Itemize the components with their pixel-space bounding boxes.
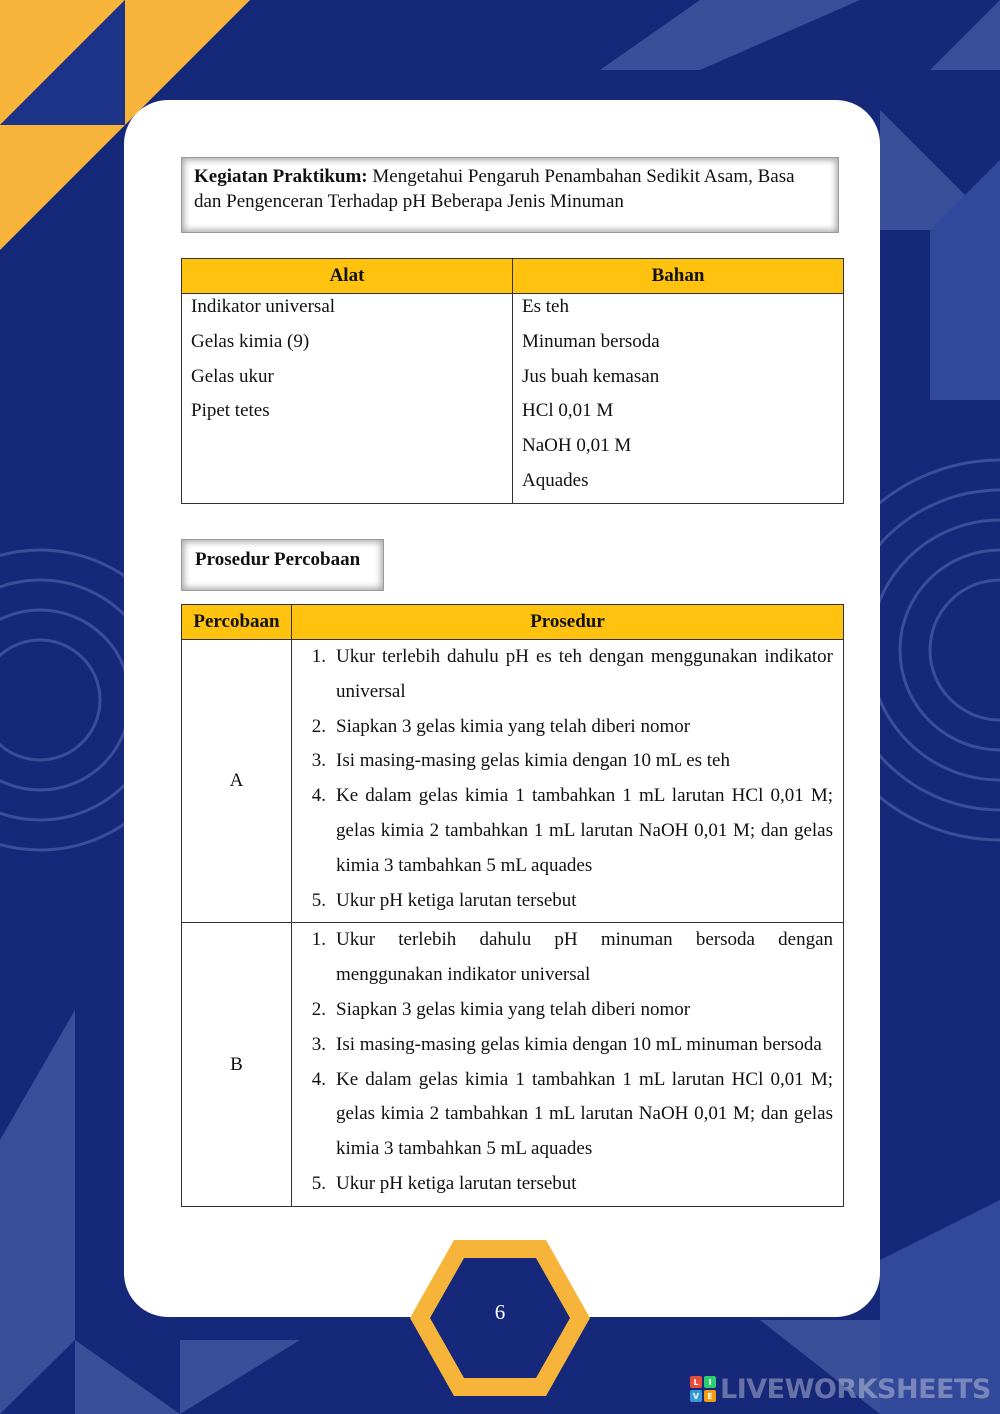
step-text: Isi masing-masing gelas kimia dengan 10 mL minuman bersoda [336, 1033, 822, 1055]
list-item [292, 710, 833, 745]
page-number: 6 [494, 1300, 506, 1324]
list-item [292, 744, 833, 779]
step-number: 4. [311, 1068, 326, 1090]
procedure-table [181, 604, 844, 1207]
bahan-item: Minuman bersoda [522, 330, 660, 352]
header-alat: Alat [182, 259, 513, 294]
step-number: 4. [311, 785, 326, 807]
header-prosedur: Prosedur [292, 605, 844, 640]
alat-column [182, 294, 513, 504]
list-item [292, 884, 833, 919]
alat-item: Pipet tetes [191, 400, 270, 422]
section-title-box [181, 539, 384, 591]
step-text: Ukur pH ketiga larutan tersebut [336, 889, 577, 911]
step-number: 5. [311, 1172, 326, 1194]
list-item [292, 1167, 833, 1202]
header-bahan: Bahan [513, 259, 844, 294]
step-text: Ke dalam gelas kimia 1 tambahkan 1 mL larutan HCl 0,01 M; gelas kimia 2 tambahkan 1 mL larutan NaOH 0,01 M; dan gelas kimia 3 tambahkan 5 mL aquades [336, 785, 833, 876]
step-number: 2. [311, 998, 326, 1020]
bahan-item: NaOH 0,01 M [522, 435, 632, 457]
step-text: Isi masing-masing gelas kimia dengan 10 mL es teh [336, 750, 730, 772]
list-item [292, 779, 833, 883]
bahan-column [513, 294, 844, 504]
bahan-item: HCl 0,01 M [522, 400, 614, 422]
step-number: 1. [311, 646, 326, 667]
step-number: 5. [311, 889, 326, 911]
step-text: Siapkan 3 gelas kimia yang telah diberi nomor [336, 715, 691, 737]
step-number: 3. [311, 750, 326, 772]
step-number: 2. [311, 715, 326, 737]
activity-title: Mengetahui Pengaruh Penambahan Sedikit Asam, Basa dan Pengenceran Terhadap pH Beberapa Jenis Minuman [194, 166, 795, 212]
list-item [292, 1063, 833, 1167]
step-number: 3. [311, 1033, 326, 1055]
table-row [182, 923, 844, 1206]
activity-label: Kegiatan Praktikum: [194, 166, 368, 187]
bahan-item: Es teh [522, 296, 569, 317]
step-text: Ukur pH ketiga larutan tersebut [336, 1172, 577, 1194]
watermark-text: LIVEWORKSHEETS [720, 1373, 991, 1405]
alat-item: Gelas ukur [191, 365, 274, 387]
list-item [292, 640, 833, 710]
step-text: Ukur terlebih dahulu pH es teh dengan menggunakan indikator universal [336, 646, 833, 702]
step-text: Siapkan 3 gelas kimia yang telah diberi nomor [336, 998, 691, 1020]
bahan-item: Aquades [522, 469, 589, 491]
section-title: Prosedur Percobaan [195, 549, 361, 570]
liveworksheets-watermark [690, 1372, 991, 1406]
bahan-item: Jus buah kemasan [522, 365, 660, 387]
list-item [292, 1028, 833, 1063]
activity-title-box [181, 157, 839, 233]
step-number: 1. [311, 929, 326, 951]
list-item [292, 993, 833, 1028]
alat-item: Indikator universal [191, 296, 336, 317]
alat-item: Gelas kimia (9) [191, 330, 310, 352]
list-item [292, 923, 833, 993]
liveworksheets-logo-icon: L I V E [690, 1376, 716, 1402]
step-text: Ukur terlebih dahulu pH minuman bersoda dengan menggunakan indikator universal [336, 929, 833, 986]
header-percobaan: Percobaan [182, 605, 292, 640]
procedure-steps [292, 640, 844, 923]
tools-materials-table [181, 258, 844, 504]
procedure-steps [292, 923, 844, 1206]
step-text: Ke dalam gelas kimia 1 tambahkan 1 mL larutan HCl 0,01 M; gelas kimia 2 tambahkan 1 mL larutan NaOH 0,01 M; dan gelas kimia 3 tambahkan 5 mL aquades [336, 1068, 833, 1160]
experiment-label: A [182, 640, 292, 923]
experiment-label: B [182, 923, 292, 1206]
table-row [182, 640, 844, 923]
